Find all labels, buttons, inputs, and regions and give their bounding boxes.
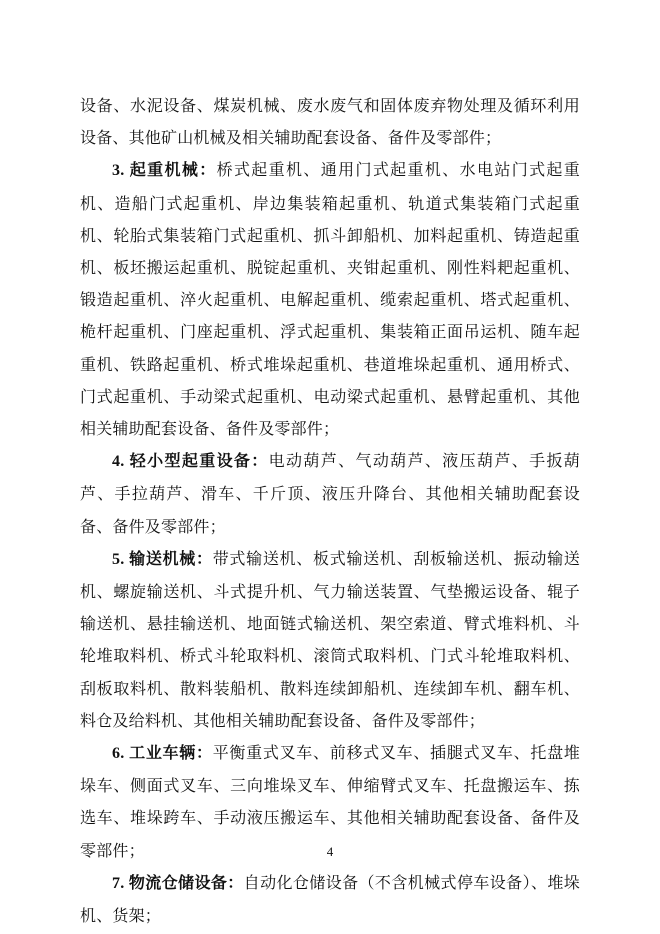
item-number: 3. [112,162,130,180]
paragraph-text: 电动葫芦、气动葫芦、液压葫芦、手扳葫芦、手拉葫芦、滑车、千斤顶、液压升降台、其他相关辅助配套设备、备件及零部件； [80,451,580,536]
item-number: 5. [112,550,130,568]
item-heading: 输送机械： [129,548,213,568]
paragraph-logistics-storage [80,867,580,932]
paragraph-conveying-machinery [80,543,580,737]
paragraph-continuation [80,90,580,154]
paragraph-text: 带式输送机、板式输送机、刮板输送机、振动输送机、螺旋输送机、斗式提升机、气力输送装置、气垫搬运设备、辊子输送机、悬挂输送机、地面链式输送机、架空索道、臂式堆料机、斗轮堆取料机、桥式斗轮取料机、滚筒式取料机、门式斗轮堆取料机、刮板取料机、散料装船机、散料连续卸船机、连续卸车机、翻车机、料仓及给料机、其他相关辅助配套设备、备件及零部件； [80,548,580,730]
item-heading: 轻小型起重设备： [129,451,269,471]
paragraph-text: 桥式起重机、通用门式起重机、水电站门式起重机、造船门式起重机、岸边集装箱起重机、轨道式集装箱门式起重机、轮胎式集装箱门式起重机、抓斗卸船机、加料起重机、铸造起重机、板坯搬运起重机、脱锭起重机、夹钳起重机、刚性料耙起重机、锻造起重机、淬火起重机、电解起重机、缆索起重机、塔式起重机、桅杆起重机、门座起重机、浮式起重机、集装箱正面吊运机、随车起重机、铁路起重机、桥式堆垛起重机、巷道堆垛起重机、通用桥式、门式起重机、手动梁式起重机、电动梁式起重机、悬臂起重机、其他相关辅助配套设备、备件及零部件； [80,160,580,439]
paragraph-lifting-machinery [80,154,580,445]
item-heading: 物流仓储设备： [128,872,244,892]
paragraph-text: 自动化仓储设备（不含机械式停车设备）、堆垛机、货架； [80,872,581,926]
item-number: 7. [112,874,129,892]
item-number: 4. [112,453,130,471]
paragraph-text: 设备、水泥设备、煤炭机械、废水废气和固体废弃物处理及循环利用设备、其他矿山机械及相关辅助配套设备、备件及零部件； [80,96,580,148]
paragraph-text: 平衡重式叉车、前移式叉车、插腿式叉车、托盘堆垛车、侧面式叉车、三向堆垛叉车、伸缩臂式叉车、托盘搬运车、拣选车、堆垛跨车、手动液压搬运车、其他相关辅助配套设备、备件及零部件； [80,743,580,860]
item-heading: 工业车辆： [129,743,213,763]
page-number: 4 [326,844,334,859]
item-number: 6. [112,745,130,763]
paragraph-light-lifting-equipment [80,445,580,543]
item-heading: 起重机械： [129,160,217,180]
document-body [80,90,580,932]
